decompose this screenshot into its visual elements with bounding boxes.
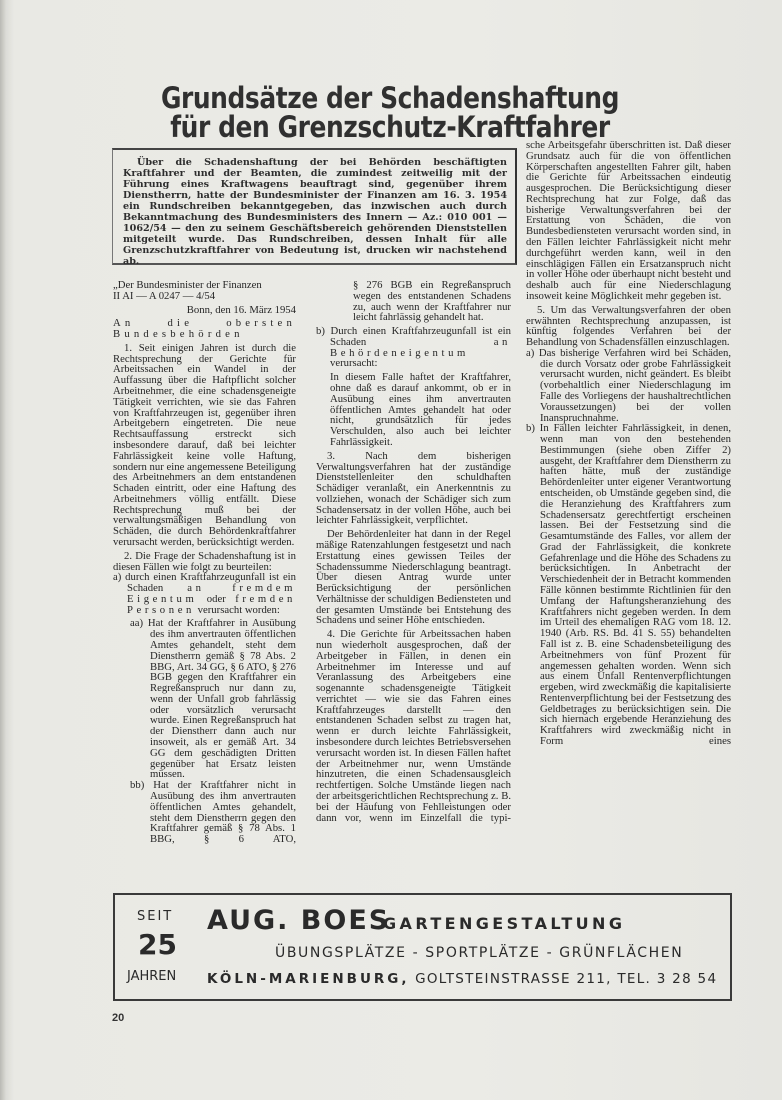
intro-text: Über die Schadenshaftung der bei Behörden beschäftigten Kraftfahrer und der Beamten, die zumindest zeitweilig mit der Führung eines Kraftwagens beauftragt sind, gegenüber ihrem Dienstherrn, hatte der Bundesminister der Finanzen am 16. 3. 1954 ein Rundschreiben bekanntgegeben, das inzwischen auch durch Bekanntmachung des Bundesministers des Innern — Az.: 010 001 — 1062/54 — den zu seinem Geschäftsbereich gehörenden Dienststellen mitgeteilt wurde. Das Rundschreiben, dessen Inhalt für alle Grenzschutzkraftfahrer von Bedeutung ist, drucken wir nachstehend ab. xyxy=(123,157,507,267)
column-right xyxy=(526,140,731,747)
paragraph-5: 5. Um das Verwaltungsverfahren der oben erwähnten Rechtsprechung anzupassen, ist künftig folgendes Verfahren bei der Behandlung von Schadensfällen einzuschlagen. xyxy=(526,303,731,349)
ad-jahren: JAHREN xyxy=(127,969,177,984)
paragraph-3: 3. Nach dem bisherigen Verwaltungsverfahren hat der zuständige Dienststellenleiter den schuldhaften Schädiger veranlaßt, ein Anerkenntnis zu vollziehen, wonach der Schädiger sich zum Schadensersatz in der vollen Höhe, auch bei leichter Fahrlässigkeit, verpflichtet. xyxy=(316,449,511,527)
paragraph-4: 4. Die Gerichte für Arbeitssachen haben nun wiederholt ausgesprochen, daß der Arbeitgeber in Fällen, in denen ein Arbeitnehmer im Interesse und auf Veranlassung des Arbeitgebers eine sogenannte schadensgeneigte Tätigkeit verrichtet — wie sie das Fahren eines Kraftfahrzeuges darstellt — den entstandenen Schaden selbst zu tragen hat, wenn er durch leichte Fahrlässigkeit, insbesondere durch leichtes Betriebsversehen verursacht worden ist. In diesen Fällen haftet der Arbeitnehmer nur, wenn Umstände hinzutreten, die einen Schadensausgleich rechtfertigen. Solche Umstände liegen nach der arbeitsgerichtlichen Rechtsprechung z. B. bei der Häufung von Fehlleistungen oder dann vor, wenn im Einzelfall die typi- xyxy=(316,628,511,824)
ad-years: 25 xyxy=(138,928,177,961)
item-a-spaced-2: fremden Personen xyxy=(127,592,296,616)
item-aa: aa) Hat der Kraftfahrer in Ausübung des ihm anvertrauten öffentlichen Amtes gehandelt, steht dem Dienstherrn gemäß § 78 Abs. 2 BBG, Art. 34 GG, § 6 ATO, § 276 BGB gegen den Kraftfahrer ein Regreßanspruch nur dann zu, wenn der Unfall grob fahrlässig oder vorsätzlich verursacht wurde. Einen Regreßanspruch hat der Dienstherr dann auch nur insoweit, als er gemäß Art. 34 GG dem geschädigten Dritten gegenüber hat Ersatz leisten müssen. xyxy=(130,617,296,781)
title-line-1: Grundsätze der Schadenshaftung xyxy=(160,81,620,115)
ad-business: GARTENGESTALTUNG xyxy=(383,914,626,933)
intro-box xyxy=(112,148,517,265)
ad-services: ÜBUNGSPLÄTZE - SPORTPLÄTZE - GRÜNFLÄCHEN xyxy=(275,945,684,961)
letter-place-date: Bonn, den 16. März 1954 xyxy=(186,303,296,316)
item-a-spaced: an fremdem Eigentum xyxy=(127,582,296,605)
item-b-spaced: an Behördeneigentum xyxy=(330,335,511,359)
letter-addressee: An die obersten Bundesbehörden xyxy=(113,317,296,341)
item-a-text-end: verursacht worden: xyxy=(194,603,280,616)
paragraph-2: 2. Die Frage der Schadenshaftung ist in diesen Fällen wie folgt zu beurteilen: xyxy=(113,549,296,573)
item-5b: b) In Fällen leichter Fahrlässigkeit, in denen, wenn man von den bestehenden Bestimmungen (siehe oben Ziffer 2) ausgeht, der Kraftfahrer dem Dienstherrn zu haften hätte, muß der zuständige Behördenleiter unter eigener Verantwortung entscheiden, ob Umstände gegeben sind, die die Heranziehung des Kraftfahrers zum Schadensersatz gerechtfertigt erscheinen lassen. Bei der Festsetzung sind die Gesamtumstände des Falles, vor allem der Grad der Fahrlässigkeit, die konkrete Gefahrenlage und die Höhe des Schadens zu berücksichtigen. In Anbetracht der Verschiedenheit der in Betracht kommenden Fälle können bestimmte Richtlinien für den Umfang der Haftungsheranziehung des Kraftfahrers nicht gegeben werden. In dem im Urteil des ehemaligen RAG vom 18. 12. 1940 (Arb. RS. Bd. 41 S. 55) behandelten Fall ist z. B. eine Schadensbeteiligung des Arbeitnehmers von fünf Prozent für angemessen gehalten worden. Wenn sich aus einem Unfall Rentenverpflichtungen ergeben, wird zweckmäßig die kapitalisierte Rentenverpflichtung bei der Festsetzung des Geldbetrages zu berücksichtigen sein. Die sich hiernach ergebende Heranziehung des Kraftfahrers wird zweckmäßig nicht in Form eines xyxy=(526,422,731,747)
article-title xyxy=(149,81,631,144)
letter-reference: II AI — A 0247 — 4/54 xyxy=(113,289,216,302)
item-a-text: a) durch einen Kraftfahrzeugunfall ist ein Schaden xyxy=(113,571,296,595)
item-b-body: In diesem Falle haftet der Kraftfahrer, ohne daß es darauf ankommt, ob er in Ausübung eines ihm anvertrauten öffentlichen Amtes gehandelt hat oder nicht, grundsätzlich für jedes Verschulden, also auch bei leichter Fahrlässigkeit. xyxy=(330,371,511,448)
ad-company-name: AUG. BOES xyxy=(207,905,391,936)
ad-seit: SEIT xyxy=(137,909,174,924)
paragraph-1: 1. Seit einigen Jahren ist durch die Rechtsprechung der Gerichte für Arbeitssachen ein Wandel in der Auffassung über die Haftpflicht solcher Arbeitnehmer, die eine schadensgeneigte Tätigkeit verrichten, wie sie das Fahren von Kraftfahrzeugen ist, gegenüber ihren Arbeitgebern eingetreten. Die neue Rechtsauffassung erstreckt sich insbesondere darauf, daß bei leichter Fahrlässigkeit keine volle Haftung, sondern nur eine angemessene Beteiligung des Arbeitnehmers an dem entstandenen Schaden eintritt, oder eine Haftung des Arbeitnehmers völlig entfällt. Diese Rechtsprechung muß bei der verwaltungsmäßigen Behandlung von Schäden, die durch Behördenkraftfahrer verursacht werden, berücksichtigt werden. xyxy=(113,341,296,548)
item-bb: bb) Hat der Kraftfahrer nicht in Ausübung des ihm anvertrauten öffentlichen Amtes gehandelt, steht dem Dienstherrn gegen den Kraftfahrer gemäß § 78 Abs. 1 BBG, § 6 ATO, xyxy=(130,779,296,846)
item-a xyxy=(113,572,296,615)
column-left xyxy=(113,280,296,845)
paragraph-3b: Der Behördenleiter hat dann in der Regel mäßige Ratenzahlungen festgesetzt und nach Erstattung eines gewissen Teiles der Schadenssumme Niederschlagung beantragt. Über diesen Antrag wurde unter Berücksichtigung der persönlichen Verhältnisse der schuldigen Bediensteten und der gesamten Umstände bei Entstehung des Schadens und seiner Höhe entschieden. xyxy=(316,528,511,627)
item-b-text: b) Durch einen Kraftfahrzeugunfall ist ein Schaden xyxy=(316,325,511,348)
advertisement xyxy=(113,893,732,1001)
item-b xyxy=(316,326,511,369)
ad-city: KÖLN-MARIENBURG, xyxy=(207,971,410,987)
title-line-2: für den Grenzschutz-Kraftfahrer xyxy=(170,110,610,144)
letter-sender: „Der Bundesminister der Finanzen xyxy=(113,279,262,291)
item-b-text-end: verursacht: xyxy=(330,357,378,370)
page-number: 20 xyxy=(112,1012,125,1024)
ad-address xyxy=(207,971,717,987)
item-5a: a) Das bisherige Verfahren wird bei Schäden, die durch Vorsatz oder grobe Fahrlässigkeit verursacht wurden, nicht geändert. Es bleibt (vorbehaltlich einer Niederschlagung im Falle des Vorliegens der haushaltrechtlichen Voraussetzungen) bei der vollen Inanspruchnahme. xyxy=(526,346,731,424)
column-middle xyxy=(316,280,511,823)
item-bb-continued: § 276 BGB ein Regreßanspruch wegen des entstandenen Schadens zu, auch wenn der Kraftfahrer nur leicht fahrlässig gehandelt hat. xyxy=(353,279,511,324)
paragraph-4-continued: sche Arbeitsgefahr überschritten ist. Daß dieser Grundsatz auch für die von öffentlichen Körperschaften angestellten Fahrer gilt, haben die Gerichte für Arbeitssachen eindeutig ausgesprochen. Die Berücksichtigung dieser Rechtsprechung hat zur Folge, daß das bisherige Verwaltungsverfahren bei der Erstattung von Schäden, die von Bundesbediensteten verursacht worden sind, in den Fällen leichter Fahrlässigkeit nicht mehr durchgeführt werden kann, weil in den einschlägigen Fällen ein Ersatzanspruch nicht in voller Höhe oder überhaupt nicht besteht und deshalb auch für eine Niederschlagung insoweit keine Möglichkeit mehr gegeben ist. xyxy=(526,139,731,302)
item-a-text-mid: oder xyxy=(197,592,236,605)
ad-street-phone: GOLTSTEINSTRASSE 211, TEL. 3 28 54 xyxy=(409,971,718,987)
